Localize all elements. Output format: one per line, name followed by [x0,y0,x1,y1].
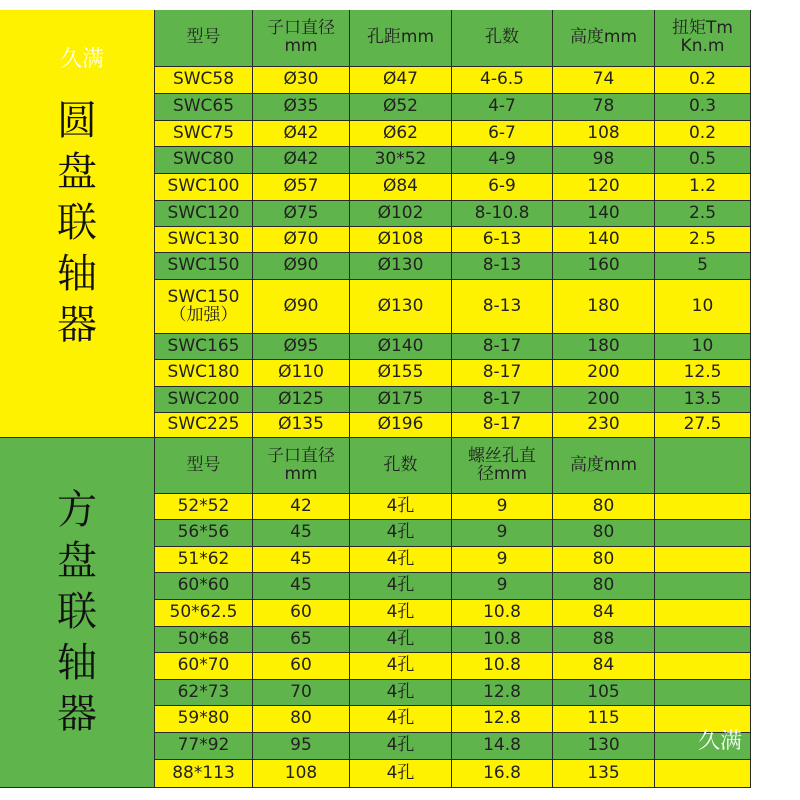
square-cell-bore: 108 [253,760,350,788]
square-cell-pitch-or-holes: 4孔 [350,547,452,573]
square-cell-torque [655,760,751,788]
square-header-pitch-or-holes: 孔数 [350,438,452,494]
round-cell-height: 98 [553,147,655,174]
square-cell-model: 60*60 [155,573,253,600]
round-cell-model: SWC180 [155,360,253,387]
square-title-char: 器 [57,691,97,738]
round-header-pitch-or-holes: 孔距mm [350,10,452,67]
square-cell-height: 105 [553,680,655,706]
round-cell-model: SWC75 [155,121,253,147]
round-cell-pitch-or-holes: Ø130 [350,253,452,280]
round-cell-holes-or-thread: 6-13 [452,227,553,253]
square-cell-torque [655,653,751,680]
round-title-text [0,10,154,437]
square-cell-holes-or-thread: 9 [452,573,553,600]
square-cell-model: 50*62.5 [155,600,253,627]
round-cell-bore: Ø42 [253,147,350,174]
square-title-text [0,438,154,787]
square-title-char: 联 [57,588,97,635]
square-cell-height: 80 [553,547,655,573]
round-cell-holes-or-thread: 6-7 [452,121,553,147]
square-cell-model: 62*73 [155,680,253,706]
round-cell-height: 230 [553,413,655,438]
round-cell-model: SWC58 [155,67,253,94]
square-cell-pitch-or-holes: 4孔 [350,573,452,600]
square-cell-holes-or-thread: 14.8 [452,733,553,760]
square-header-holes-or-thread: 螺丝孔直 径mm [452,438,553,494]
square-cell-pitch-or-holes: 4孔 [350,733,452,760]
round-cell-torque: 0.5 [655,147,751,174]
round-cell-bore: Ø35 [253,94,350,121]
round-cell-model: SWC165 [155,334,253,360]
square-cell-holes-or-thread: 9 [452,520,553,547]
round-cell-torque: 2.5 [655,227,751,253]
round-cell-torque: 10 [655,334,751,360]
round-cell-height: 120 [553,174,655,201]
round-cell-torque: 12.5 [655,360,751,387]
square-cell-pitch-or-holes: 4孔 [350,680,452,706]
square-cell-height: 135 [553,760,655,788]
square-header-bore: 子口直径 mm [253,438,350,494]
square-cell-bore: 45 [253,547,350,573]
round-cell-bore: Ø90 [253,280,350,334]
round-cell-height: 108 [553,121,655,147]
square-cell-bore: 60 [253,653,350,680]
round-cell-height: 180 [553,334,655,360]
round-cell-pitch-or-holes: Ø84 [350,174,452,201]
round-header-height: 高度mm [553,10,655,67]
round-cell-holes-or-thread: 4-6.5 [452,67,553,94]
round-cell-holes-or-thread: 8-10.8 [452,201,553,227]
round-header-torque: 扭矩Tm Kn.m [655,10,751,67]
round-cell-pitch-or-holes: Ø175 [350,387,452,413]
round-cell-holes-or-thread: 8-17 [452,413,553,438]
round-cell-bore: Ø110 [253,360,350,387]
round-cell-height: 140 [553,227,655,253]
round-title-char: 器 [57,302,97,349]
round-cell-model: SWC65 [155,94,253,121]
round-cell-holes-or-thread: 8-13 [452,280,553,334]
round-cell-height: 140 [553,201,655,227]
round-cell-holes-or-thread: 8-17 [452,387,553,413]
round-title-char: 联 [57,199,97,246]
round-cell-bore: Ø70 [253,227,350,253]
round-header-holes-or-thread: 孔数 [452,10,553,67]
round-cell-model: SWC225 [155,413,253,438]
watermark-top-left: 久满 [60,47,105,72]
round-cell-height: 160 [553,253,655,280]
round-cell-model: SWC150 （加强） [155,280,253,334]
square-cell-height: 80 [553,573,655,600]
round-header-bore: 子口直径 mm [253,10,350,67]
round-cell-pitch-or-holes: Ø62 [350,121,452,147]
square-cell-torque [655,494,751,520]
round-cell-bore: Ø135 [253,413,350,438]
round-section-title [0,10,155,438]
round-cell-torque: 0.3 [655,94,751,121]
square-cell-holes-or-thread: 9 [452,547,553,573]
square-title-char: 轴 [57,640,97,687]
square-cell-torque [655,573,751,600]
round-cell-model: SWC120 [155,201,253,227]
round-cell-model: SWC80 [155,147,253,174]
round-cell-height: 200 [553,387,655,413]
square-title-char: 盘 [57,537,97,584]
round-header-model: 型号 [155,10,253,67]
round-cell-pitch-or-holes: Ø108 [350,227,452,253]
round-cell-torque: 0.2 [655,67,751,94]
square-cell-torque [655,680,751,706]
round-cell-height: 74 [553,67,655,94]
square-cell-model: 52*52 [155,494,253,520]
square-cell-torque [655,547,751,573]
round-cell-pitch-or-holes: Ø155 [350,360,452,387]
square-cell-torque [655,627,751,653]
round-cell-pitch-or-holes: Ø140 [350,334,452,360]
square-cell-torque [655,520,751,547]
round-cell-torque: 27.5 [655,413,751,438]
square-cell-holes-or-thread: 9 [452,494,553,520]
round-cell-holes-or-thread: 8-17 [452,360,553,387]
round-cell-height: 78 [553,94,655,121]
square-cell-pitch-or-holes: 4孔 [350,520,452,547]
square-cell-bore: 45 [253,520,350,547]
round-cell-model: SWC130 [155,227,253,253]
square-cell-holes-or-thread: 16.8 [452,760,553,788]
square-cell-height: 84 [553,653,655,680]
round-cell-torque: 10 [655,280,751,334]
square-header-height: 高度mm [553,438,655,494]
square-cell-pitch-or-holes: 4孔 [350,706,452,733]
square-cell-height: 88 [553,627,655,653]
square-section-title [0,438,155,788]
round-title-char: 圆 [57,97,97,144]
square-cell-holes-or-thread: 10.8 [452,653,553,680]
square-cell-model: 77*92 [155,733,253,760]
round-cell-bore: Ø57 [253,174,350,201]
round-cell-pitch-or-holes: Ø47 [350,67,452,94]
square-title-char: 方 [57,486,97,533]
round-cell-holes-or-thread: 4-9 [452,147,553,174]
round-cell-height: 200 [553,360,655,387]
watermark-bottom-right: 久满 [698,729,743,754]
square-cell-bore: 42 [253,494,350,520]
square-cell-torque [655,600,751,627]
square-cell-height: 80 [553,494,655,520]
round-cell-torque: 1.2 [655,174,751,201]
square-cell-bore: 65 [253,627,350,653]
square-cell-model: 60*70 [155,653,253,680]
square-cell-holes-or-thread: 12.8 [452,680,553,706]
square-cell-holes-or-thread: 10.8 [452,600,553,627]
square-cell-height: 130 [553,733,655,760]
square-cell-bore: 95 [253,733,350,760]
square-cell-pitch-or-holes: 4孔 [350,627,452,653]
round-cell-model: SWC100 [155,174,253,201]
square-cell-pitch-or-holes: 4孔 [350,760,452,788]
square-cell-model: 51*62 [155,547,253,573]
square-cell-model: 59*80 [155,706,253,733]
round-cell-bore: Ø90 [253,253,350,280]
round-cell-holes-or-thread: 8-13 [452,253,553,280]
round-cell-model: SWC200 [155,387,253,413]
round-cell-pitch-or-holes: Ø196 [350,413,452,438]
round-cell-height: 180 [553,280,655,334]
square-header-model: 型号 [155,438,253,494]
square-cell-model: 50*68 [155,627,253,653]
square-cell-bore: 80 [253,706,350,733]
square-cell-height: 115 [553,706,655,733]
round-title-char: 盘 [57,148,97,195]
square-cell-pitch-or-holes: 4孔 [350,494,452,520]
round-cell-pitch-or-holes: Ø102 [350,201,452,227]
round-cell-bore: Ø42 [253,121,350,147]
square-cell-bore: 45 [253,573,350,600]
round-cell-bore: Ø30 [253,67,350,94]
square-cell-holes-or-thread: 12.8 [452,706,553,733]
round-cell-pitch-or-holes: Ø130 [350,280,452,334]
round-cell-bore: Ø125 [253,387,350,413]
round-cell-model: SWC150 [155,253,253,280]
square-cell-height: 84 [553,600,655,627]
round-cell-bore: Ø75 [253,201,350,227]
round-cell-bore: Ø95 [253,334,350,360]
round-cell-holes-or-thread: 8-17 [452,334,553,360]
round-cell-pitch-or-holes: 30*52 [350,147,452,174]
round-cell-torque: 0.2 [655,121,751,147]
square-cell-holes-or-thread: 10.8 [452,627,553,653]
round-title-char: 轴 [57,251,97,298]
square-cell-model: 56*56 [155,520,253,547]
round-cell-pitch-or-holes: Ø52 [350,94,452,121]
square-cell-bore: 60 [253,600,350,627]
square-cell-pitch-or-holes: 4孔 [350,653,452,680]
round-cell-torque: 13.5 [655,387,751,413]
square-cell-bore: 70 [253,680,350,706]
square-header-torque [655,438,751,494]
round-cell-torque: 5 [655,253,751,280]
square-cell-model: 88*113 [155,760,253,788]
round-cell-holes-or-thread: 4-7 [452,94,553,121]
square-cell-pitch-or-holes: 4孔 [350,600,452,627]
square-cell-height: 80 [553,520,655,547]
round-cell-torque: 2.5 [655,201,751,227]
round-cell-holes-or-thread: 6-9 [452,174,553,201]
